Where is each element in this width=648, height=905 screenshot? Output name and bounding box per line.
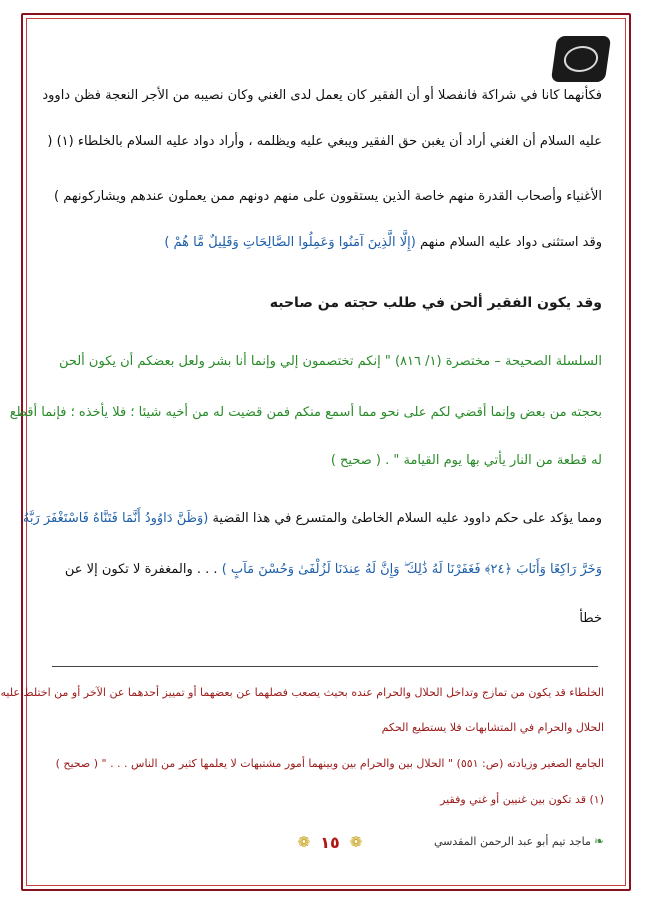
author-name: ماجد تيم أبو عبد الرحمن المقدسي: [433, 835, 591, 848]
para2-line-3: خطأ: [579, 611, 602, 626]
body-line-4-text: وقد استثنى دواد عليه السلام منهم: [419, 235, 602, 250]
body-line-1: فكأنهما كانا في شراكة فانفصلا أو أن الفقير كان يعمل لدى الغني وكان نصيبه من الأجر النعجة فظن داوود: [42, 88, 602, 103]
para2-line-2-text: . . . والمغفرة لا تكون إلا عن: [64, 562, 218, 577]
body-line-3: الأغنياء وأصحاب القدرة منهم خاصة الذين يستقوون على منهم دونهم ممن يعملون عندهم ويشاركونهم ): [54, 189, 602, 204]
para2-line-1-text: ومما يؤكد على حكم داوود عليه السلام الخاطئ والمتسرع في هذا القضية: [212, 511, 602, 526]
body-line-4: [54, 232, 602, 254]
hadith-line-1: السلسلة الصحيحة – مختصرة (١/ ٨١٦) " إنكم تختصمون إلي وإنما أنا بشر ولعل بعضكم أن يكون ألحن: [58, 354, 602, 369]
page-number-box: [270, 830, 390, 854]
footnote-line-4: (١) قد تكون بين غنيين أو غني وفقير: [440, 793, 604, 806]
section-heading: وقد يكون الفقير ألحن في طلب حجته من صاحبه: [269, 295, 602, 311]
ornament-right-icon: ❁: [349, 833, 363, 851]
body-line-2: عليه السلام أن الغني أراد أن يغبن حق الفقير ويبغي عليه ويظلمه ، وأراد دواد عليه السلام بالخلطاء (١) (: [47, 134, 602, 149]
footnote-divider: [52, 666, 598, 667]
hadith-line-3: له قطعة من النار يأتي بها يوم القيامة " . ( صحيح ): [330, 453, 602, 468]
ornament-left-icon: ❁: [297, 833, 311, 851]
footnote-line-1: الخلطاء قد يكون من تمازج وتداخل الحلال والحرام عنده بحيث يصعب فصلهما عن بعضهما أو تمييز أحدهما عن الآخر أو من اختلط عليه: [0, 686, 604, 699]
quran-verse-1: (إِلَّا الَّذِينَ آمَنُوا وَعَمِلُوا الصَّالِحَاتِ وَقَلِيلٌ مَّا هُمْ ): [164, 235, 416, 250]
footnote-line-2: الحلال والحرام في المتشابهات فلا يستطيع الحكم: [381, 721, 604, 734]
author-credit: [434, 834, 604, 848]
hadith-line-2: بحجته من بعض وإنما أقضي لكم على نحو مما أسمع منكم فمن قضيت له من أخيه شيئا ؛ فلا يأخذه ؛ فإنما أقطع: [9, 405, 602, 420]
quran-verse-2-part-1: (وَظَنَّ دَاوُودُ أَنَّمَا فَتَنَّاهُ فَاسْتَغْفَرَ رَبَّهُ: [22, 511, 209, 526]
quill-icon: ❧: [593, 834, 604, 848]
logo-icon: [551, 36, 611, 82]
page-footer: [48, 830, 608, 854]
page-number: ١٥: [320, 832, 340, 852]
quran-verse-2-part-2: وَخَرَّ رَاكِعًا وَأَنَابَ ﴿٢٤﴾ فَغَفَرْنَا لَهُ ذَٰلِكَ ۖ وَإِنَّ لَهُ عِندَنَا لَزُلْفَىٰ وَحُسْنَ مَآبٍ ): [221, 562, 602, 577]
para2-line-2: [54, 559, 602, 581]
para2-line-1: [22, 508, 602, 530]
footnote-line-3: الجامع الصغير وزيادته (ص: ٥٥١) " الحلال بين والحرام بين وبينهما أمور مشتبهات لا يعلمها كثير من الناس . . . " ( صحيح ): [55, 757, 604, 770]
